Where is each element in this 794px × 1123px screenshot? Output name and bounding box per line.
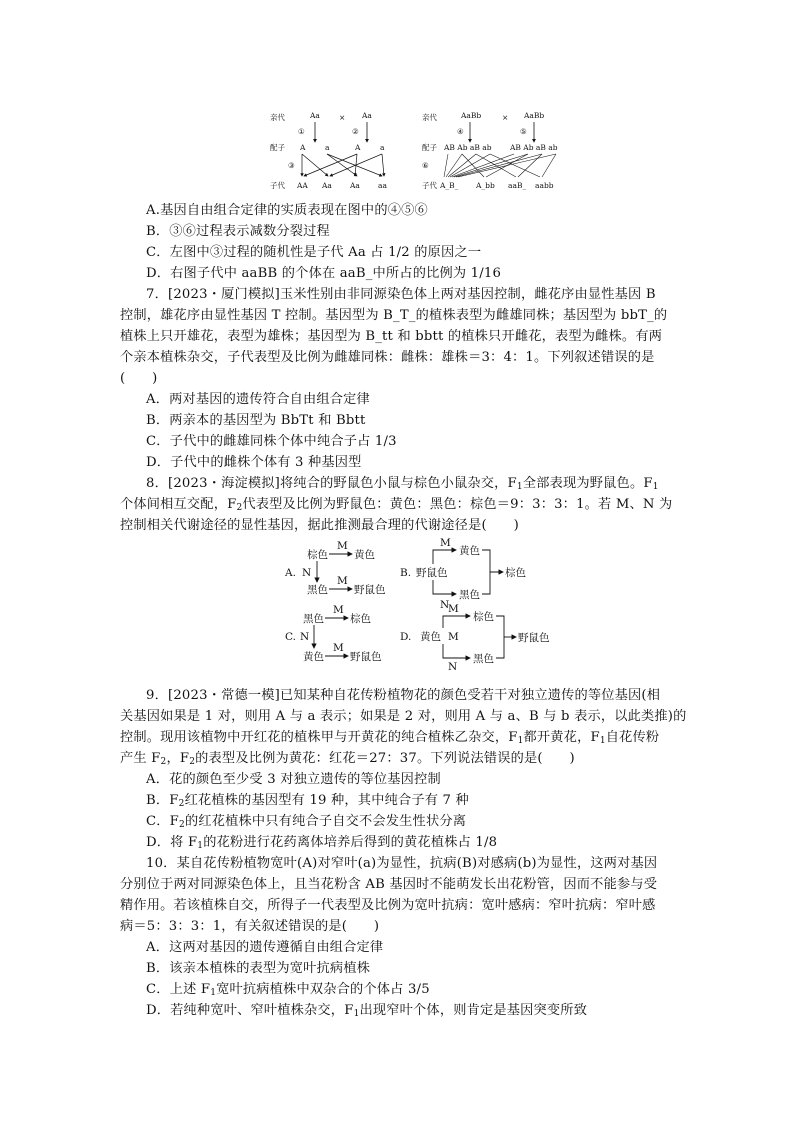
q9-stem-line3: 控制。现用该植物中开红花的植株甲与开黄花的纯合植株乙杂交，$F_1$都开黄花，$F_1$自花传粉 — [120, 730, 660, 746]
q10-option-a: A．这两对基因的遗传遵循自由组合定律 — [146, 940, 384, 955]
svg-text:黑色: 黑色 — [303, 613, 324, 625]
parent-genotype: Aa — [310, 111, 320, 120]
q8-stem-line3: 控制相关代谢途径的显性基因，据此推测最合理的代谢途径是( ) — [120, 518, 519, 533]
offspring-genotype: A_B_ — [440, 181, 459, 190]
q10-stem-line2: 分别位于两对同源染色体上，且当花粉含 AB 基因时不能萌发长出花粉管，因而不能参与受 — [120, 877, 658, 892]
gamete-set: AB Ab aB ab — [444, 143, 492, 152]
gamete-label: 配子 — [270, 143, 285, 152]
svg-text:黑色: 黑色 — [473, 653, 494, 665]
q7-answer-bracket: ( ) — [120, 371, 158, 386]
gamete-label: 配子 — [422, 143, 437, 152]
q7-stem-line4: 个亲本植株杂交，子代表型及比例为雌雄同株：雌株：雄株＝3：4：1。下列叙述错误的是 — [120, 350, 655, 365]
q9-option-d: D．将 $F_1$的花粉进行花药离体培养后得到的黄花植株占 1/8 — [146, 835, 498, 851]
q6-option-a: A.基因自由组合定律的实质表现在图中的④⑤⑥ — [146, 203, 428, 218]
q6-option-b: B．③⑥过程表示减数分裂过程 — [146, 224, 330, 239]
svg-text:C.: C. — [285, 631, 296, 643]
svg-text:黄色: 黄色 — [459, 545, 480, 557]
step-label: ② — [352, 127, 359, 136]
cross-symbol: × — [339, 113, 346, 122]
svg-text:黄色: 黄色 — [354, 549, 375, 561]
svg-text:N: N — [448, 661, 458, 671]
q10-stem-line3: 精作用。若该植株自交，所得子一代表型及比例为宽叶抗病：宽叶感病：窄叶抗病：窄叶感 — [120, 898, 656, 913]
parent-label: 亲代 — [422, 113, 437, 122]
gamete: A — [355, 143, 361, 152]
q8-stem-line1: 8．[2023・海淀模拟]将纯合的野鼠色小鼠与棕色小鼠杂交，$F_1$全部表现为野鼠色。$F_1$ — [146, 476, 659, 492]
svg-text:N: N — [302, 567, 312, 579]
q8-option-a-pathway — [284, 540, 386, 596]
svg-text:黑色: 黑色 — [459, 589, 480, 601]
q7-option-b: B．两亲本的基因型为 BbTt 和 Bbtt — [146, 413, 366, 428]
q7-option-a: A．两对基因的遗传符合自由组合定律 — [146, 392, 370, 407]
q9-stem-line1: 9．[2023・常德一模]已知某种自花传粉植物花的颜色受若干对独立遗传的等位基因(相 — [146, 688, 661, 703]
svg-text:棕色: 棕色 — [350, 613, 371, 625]
q10-option-c: C．上述 $F_1$宽叶抗病植株中双杂合的个体占 3/5 — [146, 982, 430, 998]
q7-stem-line1: 7．[2023・厦门模拟]玉米性别由非同源染色体上两对基因控制，雌花序由显性基因 B — [146, 287, 656, 302]
step-label: ⑤ — [520, 127, 527, 136]
svg-text:棕色: 棕色 — [473, 611, 494, 623]
svg-text:野鼠色: 野鼠色 — [350, 651, 382, 663]
q10-stem-line4: 病＝5：3：3：1，有关叙述错误的是( ) — [120, 919, 380, 934]
svg-text:M: M — [448, 603, 459, 615]
gamete: A — [300, 143, 306, 152]
svg-text:N: N — [440, 599, 450, 611]
offspring-genotype: Aa — [350, 181, 360, 190]
gamete: a — [325, 143, 330, 152]
svg-text:D.: D. — [400, 631, 412, 643]
q9-stem-line2: 关基因如果是 1 对，则用 A 与 a 表示；如果是 2 对，则用 A 与 a、B 与 b 表示，以此类推)的 — [120, 709, 687, 724]
offspring-genotype: aaB_ — [508, 181, 527, 190]
svg-text:M: M — [337, 575, 348, 587]
cross-symbol: × — [502, 113, 509, 122]
svg-text:B.: B. — [400, 567, 412, 579]
svg-text:N: N — [300, 631, 310, 643]
gamete-set: AB Ab aB ab — [510, 143, 558, 152]
offspring-genotype: Aa — [322, 181, 332, 190]
q9-stem-line4: 产生 $F_2$，$F_2$的表型及比例为黄花：红花＝27：37。下列说法错误的是( ) — [120, 751, 575, 767]
svg-text:棕色: 棕色 — [505, 567, 526, 579]
svg-text:M: M — [337, 540, 348, 552]
svg-text:M: M — [448, 631, 459, 643]
svg-text:野鼠色: 野鼠色 — [354, 584, 386, 596]
parent-label: 亲代 — [270, 113, 285, 122]
q6-option-c: C．左图中③过程的随机性是子代 Aa 占 1/2 的原因之一 — [146, 245, 482, 260]
parent-genotype: Aa — [362, 111, 372, 120]
svg-text:野鼠色: 野鼠色 — [416, 567, 448, 579]
q10-option-b: B．该亲本植株的表型为宽叶抗病植株 — [146, 961, 371, 976]
step-label: ⑥ — [422, 161, 429, 170]
offspring-genotype: aa — [378, 181, 387, 190]
parent-genotype: AaBb — [524, 111, 545, 120]
svg-text:棕色: 棕色 — [307, 549, 328, 561]
q8-stem-line2: 个体间相互交配，$F_2$代表型及比例为野鼠色：黄色：黑色：棕色＝9：3：3：1。若 M、N 为 — [120, 497, 673, 513]
q9-option-a: A．花的颜色至少受 3 对独立遗传的等位基因控制 — [146, 772, 441, 787]
parent-genotype: AaBb — [461, 111, 482, 120]
offspring-genotype: A_bb — [476, 181, 495, 190]
offspring-genotype: AA — [297, 181, 308, 190]
q7-option-d: D．子代中的雌株个体有 3 种基因型 — [146, 455, 362, 470]
step-label: ① — [298, 127, 305, 136]
offspring-label: 子代 — [270, 181, 285, 190]
q10-option-d: D．若纯种宽叶、窄叶植株杂交，$F_1$出现窄叶个体，则肯定是基因突变所致 — [146, 1003, 588, 1019]
svg-text:黄色: 黄色 — [303, 651, 324, 663]
q8-option-c-pathway — [285, 604, 382, 663]
q8-pathway-options — [0, 536, 794, 671]
q9-option-c: C．$F_2$的红花植株中只有纯合子自交不会发生性状分离 — [146, 814, 467, 830]
offspring-label: 子代 — [422, 181, 437, 190]
right-cross-diagram — [422, 111, 558, 190]
q9-option-b: B．$F_2$红花植株的基因型有 19 种，其中纯合子有 7 种 — [146, 793, 469, 809]
svg-text:野鼠色: 野鼠色 — [518, 632, 550, 644]
q7-option-c: C．子代中的雌雄同株个体中纯合子占 1/3 — [146, 434, 397, 449]
q10-stem-line1: 10．某自花传粉植物宽叶(A)对窄叶(a)为显性，抗病(B)对感病(b)为显性，这两对基因 — [146, 856, 658, 871]
svg-text:M: M — [333, 604, 344, 616]
q7-stem-line2: 控制，雄花序由显性基因 T 控制。基因型为 B_T_的植株表型为雌雄同株；基因型为 bbT_的 — [120, 308, 668, 323]
step-label: ③ — [288, 161, 295, 170]
svg-text:黑色: 黑色 — [307, 584, 328, 596]
step-label: ④ — [457, 127, 464, 136]
q8-option-b-pathway — [400, 537, 526, 611]
q7-stem-line3: 植株上只开雄花，表型为雄株；基因型为 B_tt 和 bbtt 的植株只开雌花，表型为雌株。有两 — [120, 329, 663, 344]
offspring-genotype: aabb — [535, 181, 554, 190]
gamete: a — [380, 143, 385, 152]
q6-option-d: D．右图子代中 aaBB 的个体在 aaB_中所占的比例为 1/16 — [146, 266, 502, 281]
svg-text:黄色: 黄色 — [420, 631, 441, 643]
svg-text:M: M — [440, 537, 451, 549]
q8-option-d-pathway — [400, 603, 550, 671]
svg-text:M: M — [333, 642, 344, 654]
left-cross-diagram — [270, 111, 387, 190]
svg-text:A.: A. — [285, 567, 296, 579]
